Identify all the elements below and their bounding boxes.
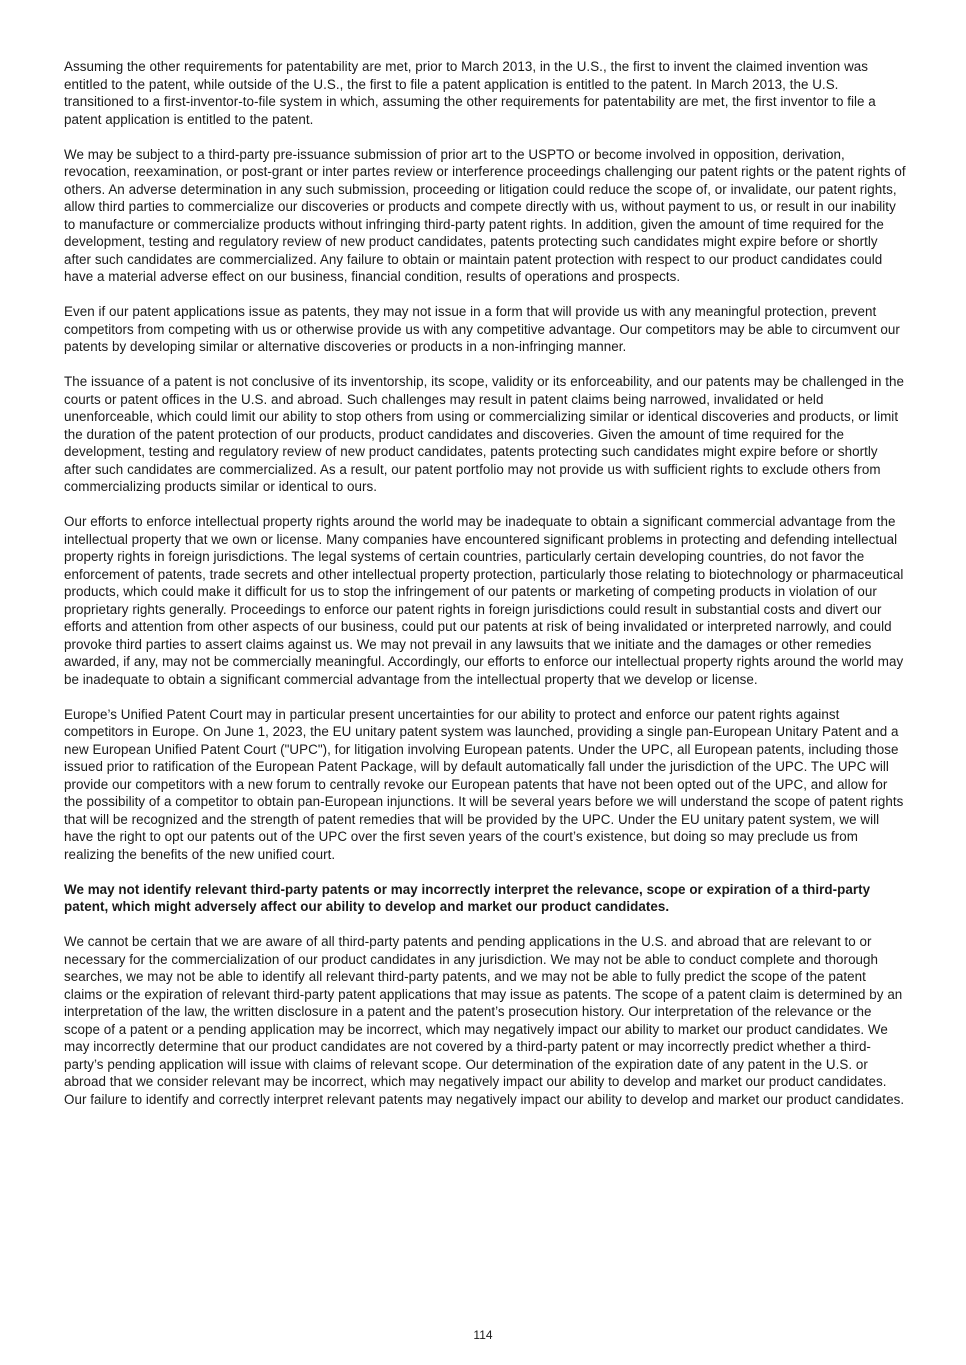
- document-body: [64, 58, 906, 1126]
- paragraph-enforce-worldwide: Our efforts to enforce intellectual property rights around the world may be inadequate to obtain a significant commercial advantage from the intellectual property that we own or license. Many companies have encountered significant problems in protecting and defending intellectual property rights in foreign jurisdictions. The legal systems of certain countries, particularly certain developing countries, do not favor the enforcement of patents, trade secrets and other intellectual property protection, particularly those relating to biotechnology or pharmaceutical products, which could make it difficult for us to stop the infringement of our patents or marketing of competing products in violation of our proprietary rights generally. Proceedings to enforce our patent rights in foreign jurisdictions could result in substantial costs and divert our efforts and attention from other aspects of our business, could put our patents at risk of being invalidated or interpreted narrowly, and could provoke third parties to assert claims against us. We may not prevail in any lawsuits that we initiate and the damages or other remedies awarded, if any, may not be commercially meaningful. Accordingly, our efforts to enforce our intellectual property rights around the world may be inadequate to obtain a significant commercial advantage from the intellectual property that we develop or license.: [64, 514, 904, 687]
- paragraph-meaningful-protection: Even if our patent applications issue as patents, they may not issue in a form that will provide us with any meaningful protection, prevent competitors from competing with us or otherwise provide us with any competitive advantage. Our competitors may be able to circumvent our patents by developing similar or alternative discoveries or products in a non-infringing manner.: [64, 304, 900, 354]
- paragraph-third-party-awareness: We cannot be certain that we are aware of all third-party patents and pending applications in the U.S. and abroad that are relevant to or necessary for the commercialization of our product candidates in any jurisdiction. We may not be able to conduct complete and thorough searches, we may not be able to identify all relevant third-party patents, and we may not be able to fully predict the scope of the patent claims or the expiration of relevant third-party patent applications that may issue as patents. The scope of a patent claim is determined by an interpretation of the law, the written disclosure in a patent and the patent’s prosecution history. Our interpretation of the relevance or the scope of a patent or a pending application may be incorrect, which may negatively impact our ability to market our product candidates. We may incorrectly determine that our product candidates are not covered by a third-party patent or may incorrectly predict whether a third-party’s pending application will issue with claims of relevant scope. Our determination of the expiration date of any patent in the U.S. or abroad that we consider relevant may be incorrect, which may negatively impact our ability to develop and market our product candidates. Our failure to identify and correctly interpret relevant patents may negatively impact our ability to develop and market our product candidates.: [64, 934, 905, 1107]
- paragraph-pre-issuance-submission: We may be subject to a third-party pre-issuance submission of prior art to the USPTO or become involved in opposition, derivation, revocation, reexamination, or post-grant or inter partes review or interference proceedings challenging our patent rights or the patent rights of others. An adverse determination in any such submission, proceeding or litigation could reduce the scope of, or invalidate, our patent rights, allow third parties to commercialize our discoveries or products and compete directly with us, without payment to us, or result in our inability to manufacture or commercialize products without infringing third-party patent rights. In addition, given the amount of time required for the development, testing and regulatory review of new product candidates, patents protecting such candidates might expire before or shortly after such candidates are commercialized. Any failure to obtain or maintain patent protection with respect to our product candidates could have a material adverse effect on our business, financial condition, results of operations and prospects.: [64, 146, 906, 284]
- section-heading-third-party-patents: We may not identify relevant third-party patents or may incorrectly interpret the relevance, scope or expiration of a third-party patent, which might adversely affect our ability to develop and market our product candidates.: [64, 881, 871, 914]
- page-number: 114: [473, 1328, 493, 1342]
- paragraph-issuance-not-conclusive: The issuance of a patent is not conclusive of its inventorship, its scope, validity or its enforceability, and our patents may be challenged in the courts or patent offices in the U.S. and abroad. Such challenges may result in patent claims being narrowed, invalidated or held unenforceable, which could limit our ability to stop others from using or commercializing similar or identical discoveries and products, or limit the duration of the patent protection of our products, product candidates and discoveries. Given the amount of time required for the development, testing and regulatory review of new product candidates, patents protecting such candidates might expire before or shortly after such candidates are commercialized. As a result, our patent portfolio may not provide us with sufficient rights to exclude others from commercializing products similar or identical to ours.: [64, 374, 905, 494]
- paragraph-patentability-first-to-file: Assuming the other requirements for patentability are met, prior to March 2013, in the U.S., the first to invent the claimed invention was entitled to the patent, while outside of the U.S., the first to file a patent application is entitled to the patent. In March 2013, the U.S. transitioned to a first-inventor-to-file system in which, assuming the other requirements for patentability are met, the first inventor to file a patent application is entitled to the patent.: [64, 59, 876, 127]
- paragraph-unified-patent-court: Europe’s Unified Patent Court may in particular present uncertainties for our ability to protect and enforce our patent rights against competitors in Europe. On June 1, 2023, the EU unitary patent system was launched, providing a single pan-European Unitary Patent and a new European Unified Patent Court ("UPC"), for litigation involving European patents. Under the UPC, all European patents, including those issued prior to ratification of the European Patent Package, will by default automatically fall under the jurisdiction of the UPC. The UPC will provide our competitors with a new forum to centrally revoke our European patents that have not been opted out of the UPC, and allow for the possibility of a competitor to obtain pan-European injunctions. It will be several years before we will understand the scope of patent rights that will be recognized and the strength of patent remedies that will be provided by the UPC. Under the EU unitary patent system, we will have the right to opt our patents out of the UPC over the first seven years of the court’s existence, but doing so may preclude us from realizing the benefits of the new unified court.: [64, 706, 904, 862]
